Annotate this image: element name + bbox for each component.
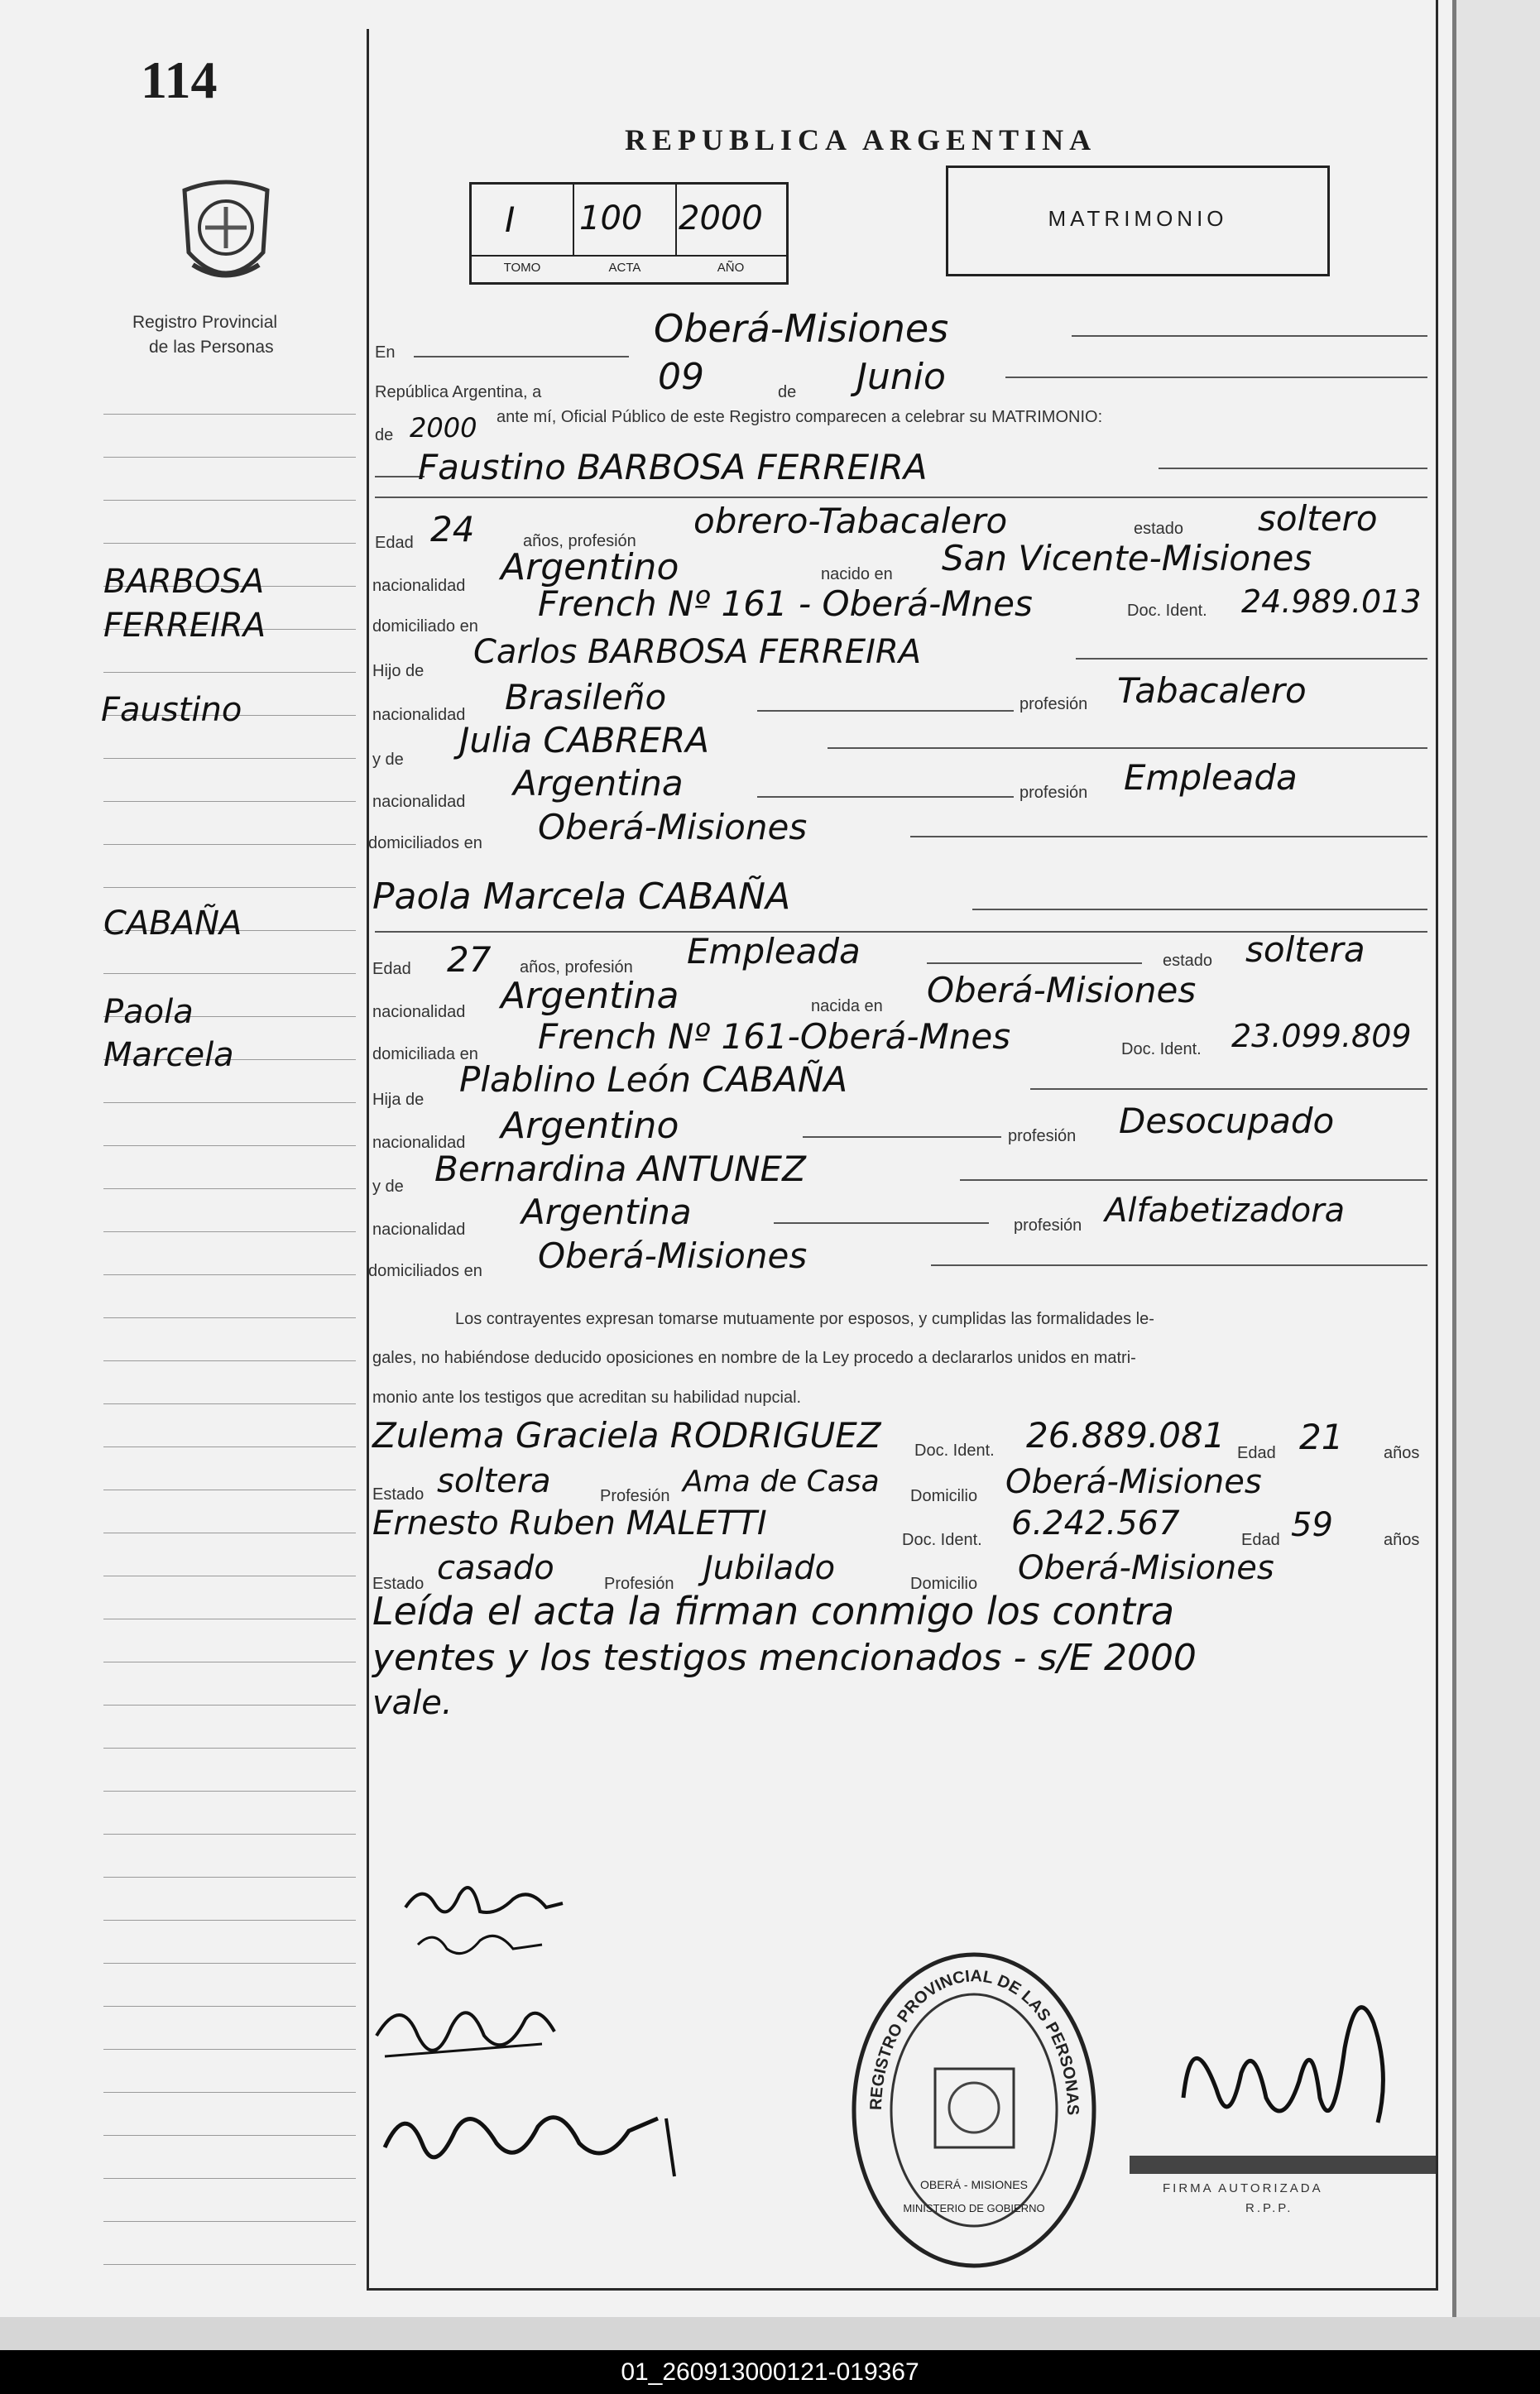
margin-rule-line xyxy=(103,801,356,802)
margin-rule-line xyxy=(103,887,356,888)
bride-doc-label: Doc. Ident. xyxy=(1121,1040,1202,1058)
bride-mother-nat-label: nacionalidad xyxy=(372,1221,466,1239)
margin-rule-line xyxy=(103,1231,356,1232)
groom-mother-label: y de xyxy=(372,751,404,769)
scan-bottom-band xyxy=(0,2317,1540,2350)
margin-groom-surname-1: BARBOSA xyxy=(103,563,265,601)
margin-rule-line xyxy=(103,1317,356,1318)
witness2-profession: Jubilado xyxy=(703,1549,836,1587)
margin-rule-line xyxy=(103,1877,356,1878)
witness1-age: 21 xyxy=(1299,1417,1344,1457)
bride-mother-label: y de xyxy=(372,1178,404,1196)
groom-doc: 24.989.013 xyxy=(1241,583,1422,620)
signature-official xyxy=(1167,1974,1407,2164)
stamp-ring-text: REGISTRO PROVINCIAL DE LAS PERSONAS xyxy=(866,1967,1082,2116)
declaration-line1: Los contrayentes expresan tomarse mutuamente por esposos, y cumplidas las formalidades le- xyxy=(455,1310,1154,1328)
registry-stamp xyxy=(848,1949,1101,2272)
witness1-age-label: Edad xyxy=(1237,1444,1276,1462)
margin-rule-line xyxy=(103,1963,356,1964)
margin-rule-line xyxy=(103,2092,356,2093)
margin-rule-line xyxy=(103,500,356,501)
bride-parents-domicile: Oberá-Misiones xyxy=(538,1235,808,1276)
bride-parents-domicile-label: domiciliados en xyxy=(368,1262,482,1280)
ano-label: AÑO xyxy=(717,261,745,275)
bride-father: Plablino León CABAÑA xyxy=(459,1059,848,1100)
margin-rule-line xyxy=(103,2049,356,2050)
groom-parents-domicile: Oberá-Misiones xyxy=(538,807,808,847)
groom-birthplace: San Vicente-Misiones xyxy=(942,538,1312,578)
bride-father-label: Hija de xyxy=(372,1091,425,1109)
margin-rule-line xyxy=(103,672,356,673)
bride-mother: Bernardina ANTUNEZ xyxy=(434,1149,806,1189)
de-label: de xyxy=(778,383,797,401)
declaration-line2: gales, no habiéndose deducido oposiciones en nombre de la Ley procedo a declararlos unidos en matri- xyxy=(372,1349,1136,1367)
margin-rule-line xyxy=(103,1188,356,1189)
signature-witness xyxy=(372,2085,687,2193)
margin-rule-line xyxy=(103,1145,356,1146)
closing-line1: Leída el acta la firman conmigo los contra xyxy=(372,1589,1175,1634)
bride-full-name: Paola Marcela CABAÑA xyxy=(372,876,791,918)
groom-mother-prof-label: profesión xyxy=(1019,784,1088,802)
margin-rule-line xyxy=(103,973,356,974)
coat-of-arms-icon xyxy=(172,174,280,298)
day-value: 09 xyxy=(658,356,704,398)
witness1-dom-label: Domicilio xyxy=(910,1487,978,1505)
margin-rule-line xyxy=(103,1360,356,1361)
witness1-prof-label: Profesión xyxy=(600,1487,670,1505)
bride-age: 27 xyxy=(447,939,492,980)
bride-age-label: Edad xyxy=(372,960,411,978)
registry-name-line1: Registro Provincial xyxy=(132,313,278,332)
witness1-years-label: años xyxy=(1384,1444,1420,1462)
country-title: REPUBLICA ARGENTINA xyxy=(625,123,1097,156)
bride-father-profession: Desocupado xyxy=(1119,1101,1335,1141)
witness2-doc-label: Doc. Ident. xyxy=(902,1531,982,1549)
margin-rule-line xyxy=(103,2221,356,2222)
groom-father: Carlos BARBOSA FERREIRA xyxy=(473,633,922,671)
groom-father-nationality: Brasileño xyxy=(505,677,667,717)
witness2-status-label: Estado xyxy=(372,1575,425,1593)
groom-profession: obrero-Tabacalero xyxy=(693,501,1008,541)
groom-mother-profession: Empleada xyxy=(1124,757,1298,798)
margin-bride-given-2: Marcela xyxy=(103,1036,234,1074)
acta-value: 100 xyxy=(579,199,643,237)
official-stamp-line2: R.P.P. xyxy=(1245,2201,1293,2215)
margin-rule-line xyxy=(103,1705,356,1706)
registry-name-line2: de las Personas xyxy=(149,338,274,357)
witness1-doc-label: Doc. Ident. xyxy=(914,1442,995,1460)
witness1-domicile: Oberá-Misiones xyxy=(1005,1463,1262,1501)
witness2-doc: 6.242.567 xyxy=(1011,1504,1180,1542)
margin-rule-line xyxy=(103,1274,356,1275)
witness2-status: casado xyxy=(437,1549,554,1587)
margin-rule-line xyxy=(103,1834,356,1835)
groom-years-profession-label: años, profesión xyxy=(523,532,636,550)
margin-rule-line xyxy=(103,1446,356,1447)
margin-rule-line xyxy=(103,1791,356,1792)
groom-mother-nat-label: nacionalidad xyxy=(372,793,466,811)
act-type-label: MATRIMONIO xyxy=(1048,206,1228,231)
groom-mother-nationality: Argentina xyxy=(513,763,684,804)
place-value: Oberá-Misiones xyxy=(654,306,949,351)
witness1-status: soltera xyxy=(437,1462,551,1500)
bride-nationality: Argentina xyxy=(501,975,679,1017)
bride-years-profession-label: años, profesión xyxy=(520,958,633,976)
bride-doc: 23.099.809 xyxy=(1231,1018,1412,1054)
right-column-border xyxy=(1436,0,1438,2288)
page-edge xyxy=(1452,0,1540,2329)
bride-father-nat-label: nacionalidad xyxy=(372,1134,466,1152)
month-value: Junio xyxy=(856,356,946,398)
margin-rule-line xyxy=(103,2006,356,2007)
intro-text: ante mí, Oficial Público de este Registro comparecen a celebrar su MATRIMONIO: xyxy=(497,408,1103,426)
witness1-status-label: Estado xyxy=(372,1485,425,1504)
witness2-age: 59 xyxy=(1291,1506,1333,1544)
groom-status-label: estado xyxy=(1134,520,1184,538)
margin-groom-surname-2: FERREIRA xyxy=(103,607,266,645)
stamp-bottom-text: MINISTERIO DE GOBIERNO xyxy=(903,2202,1045,2214)
bride-father-prof-label: profesión xyxy=(1008,1127,1077,1145)
margin-rule-line xyxy=(103,414,356,415)
witness2-domicile: Oberá-Misiones xyxy=(1018,1549,1274,1587)
bride-mother-nationality: Argentina xyxy=(521,1192,692,1232)
margin-rule-line xyxy=(103,844,356,845)
year-prefix: de xyxy=(375,426,394,444)
witness1-name: Zulema Graciela RODRIGUEZ xyxy=(372,1415,881,1456)
bride-mother-prof-label: profesión xyxy=(1014,1216,1082,1235)
bride-nationality-label: nacionalidad xyxy=(372,1003,466,1021)
groom-age: 24 xyxy=(430,509,475,549)
signature-groom xyxy=(397,1866,579,1974)
bottom-border xyxy=(367,2288,1438,2291)
groom-status: soltero xyxy=(1258,498,1378,539)
groom-age-label: Edad xyxy=(375,534,414,552)
registry-box xyxy=(469,182,789,285)
witness2-age-label: Edad xyxy=(1241,1531,1280,1549)
margin-bride-surname: CABAÑA xyxy=(103,904,242,943)
bride-domicile: French Nº 161-Oberá-Mnes xyxy=(538,1016,1011,1057)
groom-full-name: Faustino BARBOSA FERREIRA xyxy=(418,447,928,487)
ano-value: 2000 xyxy=(679,199,763,237)
page-number: 114 xyxy=(141,50,218,109)
bride-status-label: estado xyxy=(1163,952,1213,970)
witness1-doc: 26.889.081 xyxy=(1026,1415,1226,1456)
tomo-label: TOMO xyxy=(503,261,541,275)
groom-nationality-label: nacionalidad xyxy=(372,577,466,595)
scan-id-caption: 01_260913000121-019367 xyxy=(0,2350,1540,2394)
groom-doc-label: Doc. Ident. xyxy=(1127,602,1207,620)
margin-groom-given: Faustino xyxy=(101,691,242,729)
acta-label: ACTA xyxy=(608,261,641,275)
margin-rule-line xyxy=(103,758,356,759)
left-column-border xyxy=(367,29,369,2288)
groom-father-label: Hijo de xyxy=(372,662,425,680)
groom-domicile: French Nº 161 - Oberá-Mnes xyxy=(538,583,1033,624)
margin-bride-given-1: Paola xyxy=(103,993,194,1031)
en-label: En xyxy=(375,343,396,362)
closing-line2: yentes y los testigos mencionados - s/E 2000 xyxy=(372,1637,1197,1679)
groom-father-profession: Tabacalero xyxy=(1117,670,1307,711)
bride-status: soltera xyxy=(1245,929,1365,970)
groom-father-nat-label: nacionalidad xyxy=(372,706,466,724)
margin-rule-line xyxy=(103,1102,356,1103)
margin-rule-line xyxy=(103,1920,356,1921)
groom-father-prof-label: profesión xyxy=(1019,695,1088,713)
act-type-box xyxy=(946,166,1330,276)
witness2-dom-label: Domicilio xyxy=(910,1575,978,1593)
margin-rule-line xyxy=(103,1403,356,1404)
witness2-prof-label: Profesión xyxy=(604,1575,674,1593)
margin-rule-line xyxy=(103,2264,356,2265)
groom-born-label: nacido en xyxy=(821,565,893,583)
bride-mother-profession: Alfabetizadora xyxy=(1105,1192,1346,1230)
signature-bride xyxy=(368,1986,567,2077)
witness1-profession: Ama de Casa xyxy=(683,1465,880,1499)
bride-father-nationality: Argentino xyxy=(501,1105,679,1147)
groom-parents-domicile-label: domiciliados en xyxy=(368,834,482,852)
tomo-value: I xyxy=(505,199,516,240)
declaration-line3: monio ante los testigos que acreditan su habilidad nupcial. xyxy=(372,1389,802,1407)
year-value: 2000 xyxy=(410,412,477,444)
bride-profession: Empleada xyxy=(687,931,861,972)
official-name-block xyxy=(1130,2156,1436,2174)
republic-label: República Argentina, a xyxy=(375,383,542,401)
margin-rule-line xyxy=(103,543,356,544)
bride-domicile-label: domiciliada en xyxy=(372,1045,478,1063)
witness2-name: Ernesto Ruben MALETTI xyxy=(372,1504,767,1542)
margin-rule-line xyxy=(103,2135,356,2136)
bride-birthplace: Oberá-Misiones xyxy=(927,970,1197,1010)
bride-born-label: nacida en xyxy=(811,997,883,1015)
witness2-years-label: años xyxy=(1384,1531,1420,1549)
stamp-lower-text: OBERÁ - MISIONES xyxy=(920,2178,1028,2191)
margin-rule-line xyxy=(103,2178,356,2179)
groom-domicile-label: domiciliado en xyxy=(372,617,478,636)
groom-nationality: Argentino xyxy=(501,546,679,588)
closing-line3: vale. xyxy=(372,1684,453,1722)
groom-mother: Julia CABRERA xyxy=(459,720,709,760)
official-stamp-line1: FIRMA AUTORIZADA xyxy=(1163,2181,1323,2195)
margin-rule-line xyxy=(103,1748,356,1749)
margin-rule-line xyxy=(103,457,356,458)
